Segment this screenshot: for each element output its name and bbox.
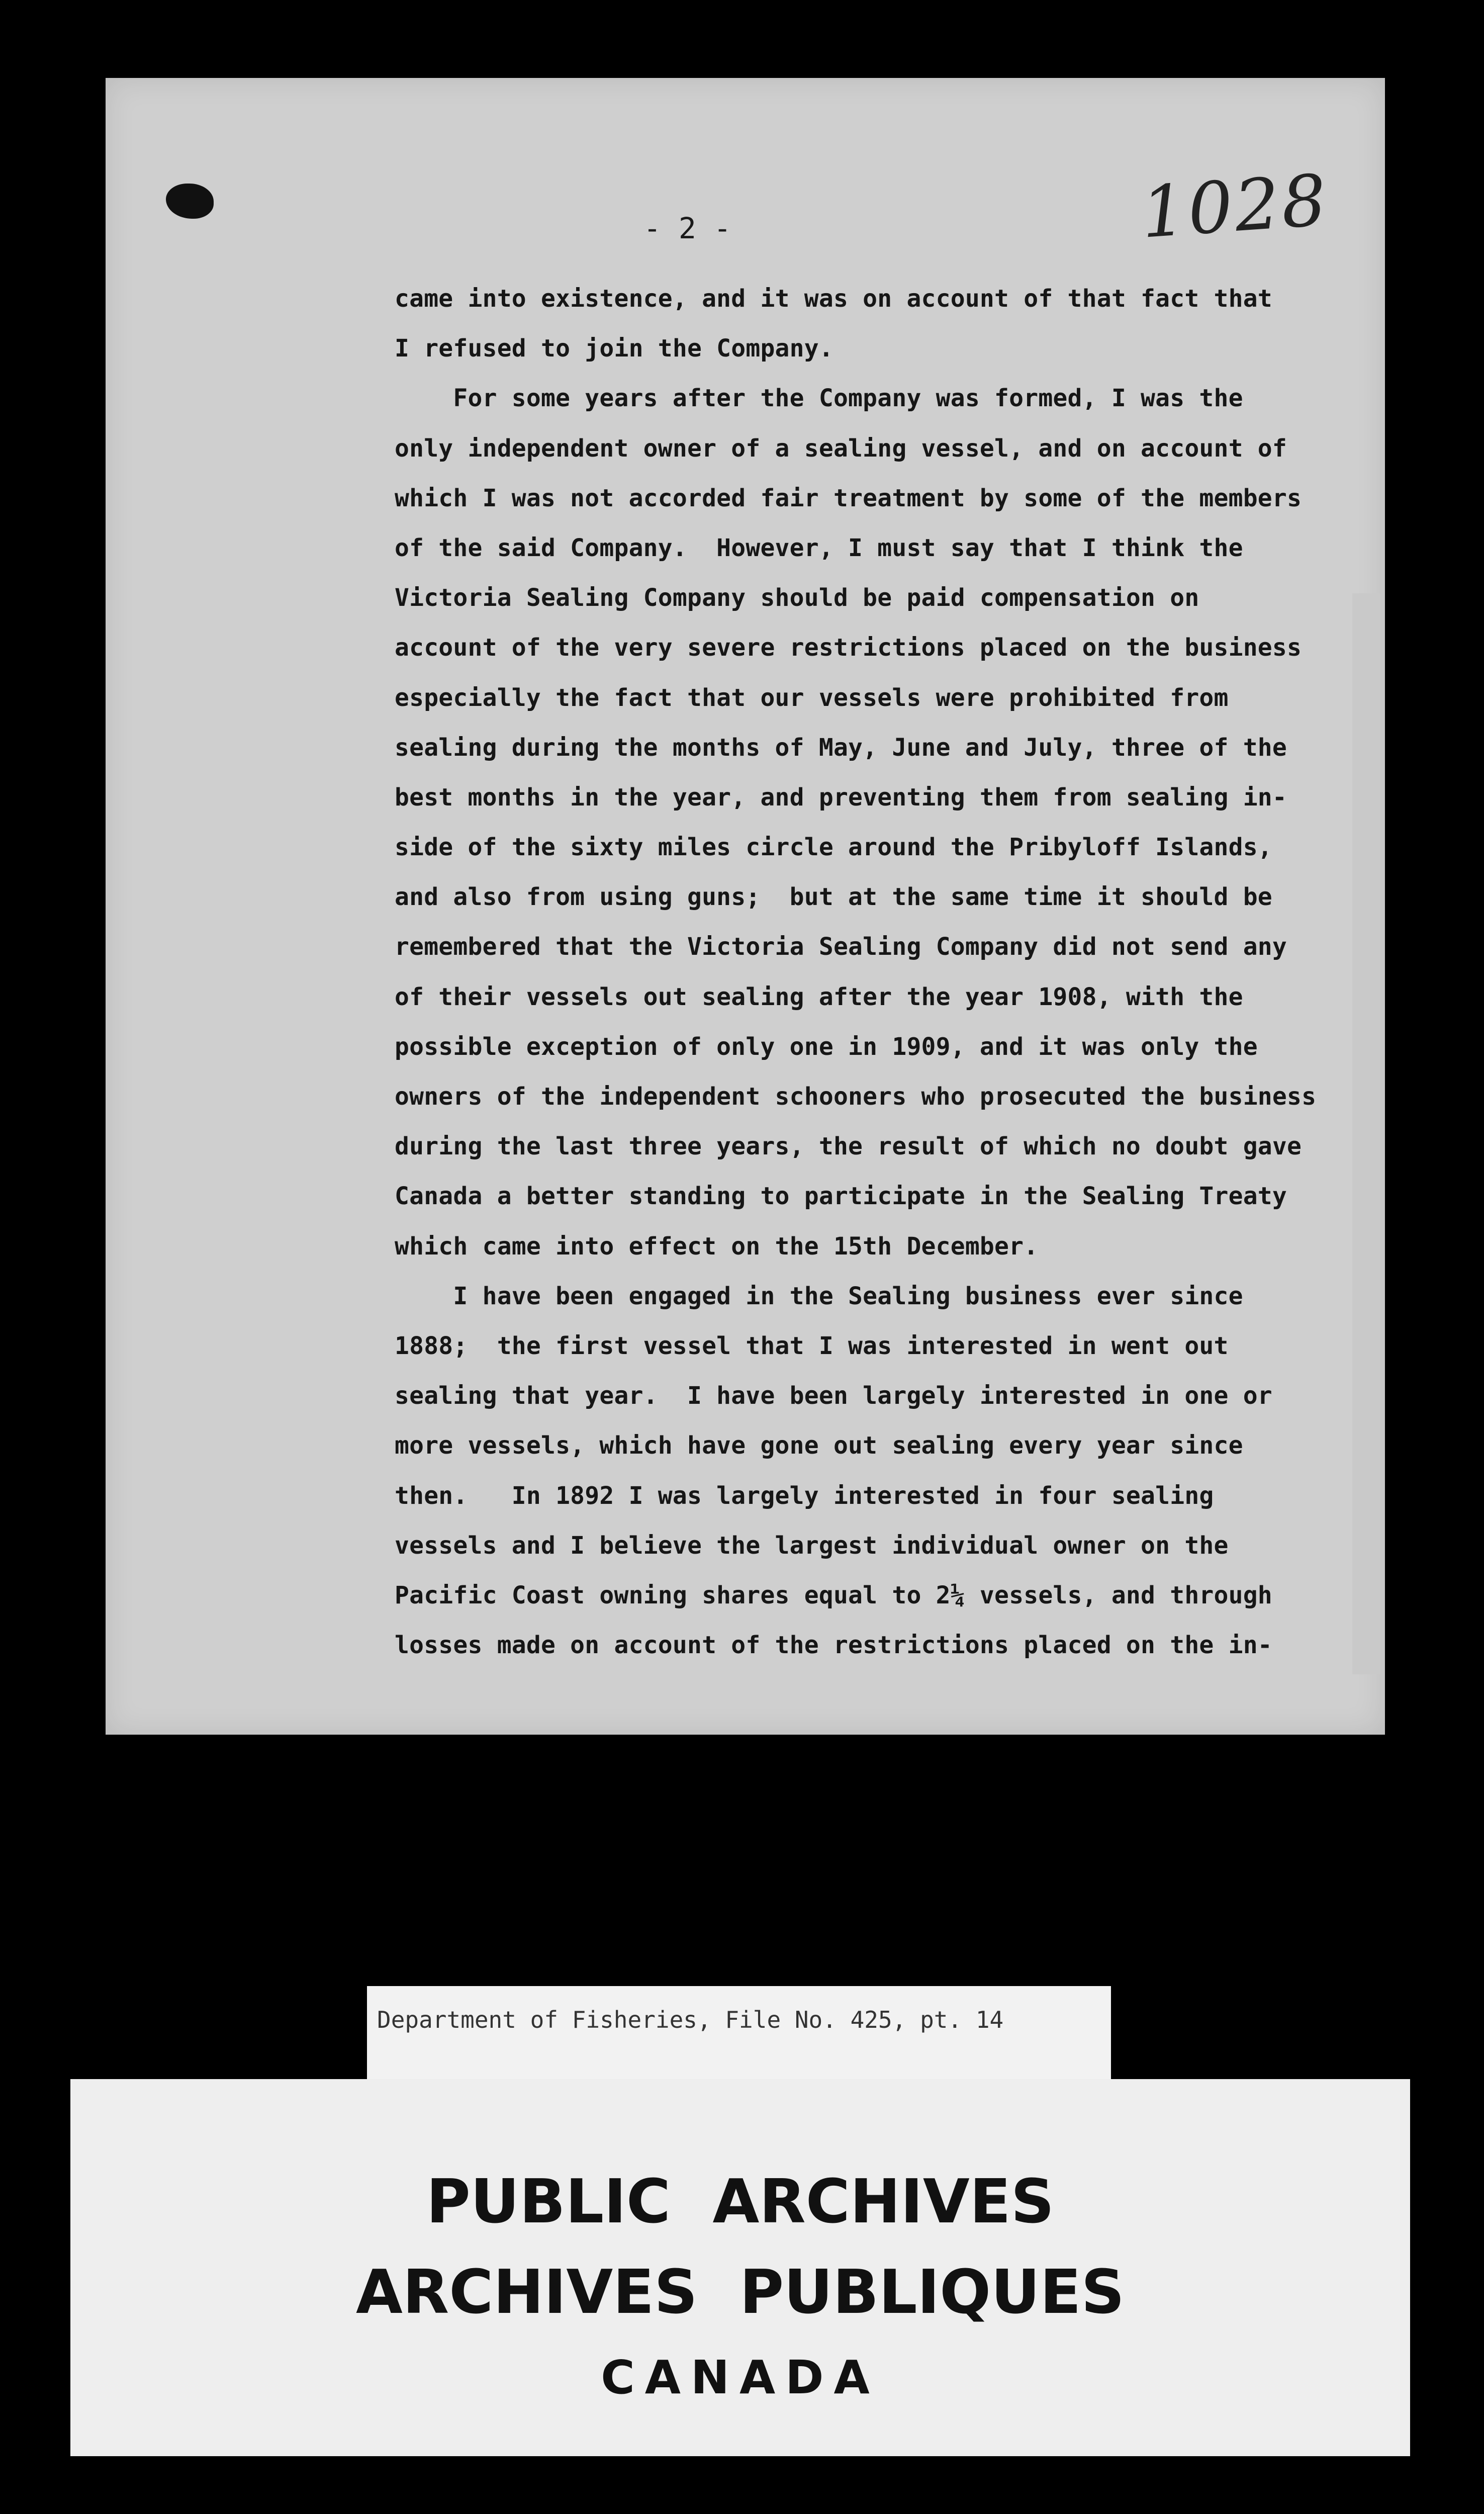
text-line: of their vessels out sealing after the year 1908, with the xyxy=(395,982,1243,1011)
text-line: 1888; the first vessel that I was interested in went out xyxy=(395,1331,1229,1360)
text-line: vessels and I believe the largest individual owner on the xyxy=(395,1531,1229,1560)
text-line: possible exception of only one in 1909, and it was only the xyxy=(395,1032,1258,1061)
archive-stamp-line-french: ARCHIVES PUBLIQUES xyxy=(355,2258,1125,2327)
archive-stamp-card xyxy=(70,2079,1410,2456)
text-line: and also from using guns; but at the same time it should be xyxy=(395,883,1272,912)
document-body xyxy=(395,274,1350,1670)
text-line: came into existence, and it was on account of that fact that xyxy=(395,285,1272,313)
text-line: losses made on account of the restrictions placed on the in- xyxy=(395,1631,1272,1660)
text-line: more vessels, which have gone out sealing every year since xyxy=(395,1431,1243,1460)
text-line: especially the fact that our vessels were prohibited from xyxy=(395,683,1229,712)
page-number: - 2 - xyxy=(643,211,731,245)
text-line: Victoria Sealing Company should be paid compensation on xyxy=(395,584,1199,612)
text-line: during the last three years, the result of which no doubt gave xyxy=(395,1132,1302,1161)
text-line: which I was not accorded fair treatment by some of the members xyxy=(395,484,1302,512)
text-line: I refused to join the Company. xyxy=(395,334,833,363)
text-line: sealing that year. I have been largely interested in one or xyxy=(395,1382,1272,1410)
folio-number: 1028 xyxy=(1138,159,1331,254)
text-line: then. In 1892 I was largely interested in four sealing xyxy=(395,1481,1214,1510)
text-line: account of the very severe restrictions placed on the business xyxy=(395,634,1302,662)
file-reference-text: Department of Fisheries, File No. 425, pt. 14 xyxy=(377,2006,1004,2033)
archive-stamp-line-country: CANADA xyxy=(601,2351,880,2404)
file-reference-label xyxy=(367,1986,1111,2084)
text-line: remembered that the Victoria Sealing Company did not send any xyxy=(395,933,1287,961)
page-edge-flap xyxy=(1352,593,1380,1674)
text-line: I have been engaged in the Sealing business ever since xyxy=(395,1282,1243,1310)
text-line: best months in the year, and preventing them from sealing in- xyxy=(395,783,1287,812)
text-line: only independent owner of a sealing vessel, and on account of xyxy=(395,434,1287,463)
text-line: sealing during the months of May, June and July, three of the xyxy=(395,733,1287,762)
archive-stamp-line-english: PUBLIC ARCHIVES xyxy=(426,2167,1055,2237)
text-line: which came into effect on the 15th December. xyxy=(395,1232,1039,1261)
text-line: of the said Company. However, I must say that I think the xyxy=(395,533,1243,562)
text-line: Pacific Coast owning shares equal to 2¼ vessels, and through xyxy=(395,1581,1272,1609)
text-line: owners of the independent schooners who prosecuted the business xyxy=(395,1083,1317,1111)
text-line: side of the sixty miles circle around the Pribyloff Islands, xyxy=(395,833,1272,862)
text-line: For some years after the Company was formed, I was the xyxy=(395,384,1243,413)
text-line: Canada a better standing to participate in the Sealing Treaty xyxy=(395,1182,1287,1211)
